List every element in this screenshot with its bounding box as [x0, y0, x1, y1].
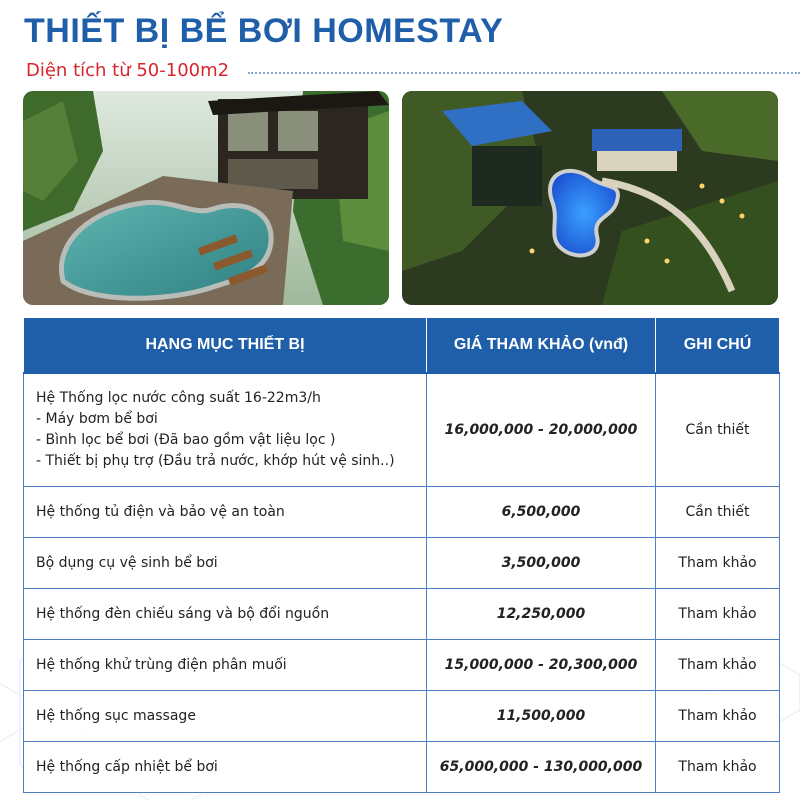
note-cell: Cần thiết	[656, 373, 780, 487]
table-row	[24, 742, 780, 793]
note-cell: Cần thiết	[656, 487, 780, 538]
note-cell: Tham khảo	[656, 589, 780, 640]
price-cell: 11,500,000	[427, 691, 656, 742]
price-cell: 16,000,000 - 20,000,000	[427, 373, 656, 487]
price-cell: 65,000,000 - 130,000,000	[427, 742, 656, 793]
item-cell: Hệ thống sục massage	[24, 691, 427, 742]
header-note: GHI CHÚ	[656, 318, 780, 374]
table-row	[24, 538, 780, 589]
note-cell: Tham khảo	[656, 538, 780, 589]
note-cell: Tham khảo	[656, 742, 780, 793]
page-title: THIẾT BỊ BỂ BƠI HOMESTAY	[24, 12, 504, 50]
note-cell: Tham khảo	[656, 640, 780, 691]
header-equipment-item: HẠNG MỤC THIẾT BỊ	[24, 318, 427, 374]
night-aerial-homestay-pool-photo	[402, 91, 778, 305]
dotted-divider	[248, 72, 800, 74]
table-row	[24, 373, 780, 487]
price-cell: 6,500,000	[427, 487, 656, 538]
item-line: - Bình lọc bể bơi (Đã bao gồm vật liệu lọc )	[36, 432, 336, 448]
table-row	[24, 487, 780, 538]
daytime-homestay-pool-photo	[23, 91, 389, 305]
item-cell: Hệ thống khử trùng điện phân muối	[24, 640, 427, 691]
table-row	[24, 691, 780, 742]
header-reference-price: GIÁ THAM KHẢO (vnđ)	[427, 318, 656, 374]
item-cell: Hệ thống đèn chiếu sáng và bộ đổi nguồn	[24, 589, 427, 640]
item-line: - Máy bơm bể bơi	[36, 411, 158, 427]
equipment-price-table	[23, 317, 780, 793]
item-cell: Hệ thống tủ điện và bảo vệ an toàn	[24, 487, 427, 538]
item-cell: Bộ dụng cụ vệ sinh bể bơi	[24, 538, 427, 589]
price-cell: 15,000,000 - 20,300,000	[427, 640, 656, 691]
page-subtitle: Diện tích từ 50-100m2	[26, 60, 230, 81]
table-header-row	[24, 318, 780, 374]
item-line: Hệ Thống lọc nước công suất 16-22m3/h	[36, 390, 321, 406]
item-cell: Hệ thống cấp nhiệt bể bơi	[24, 742, 427, 793]
item-line: - Thiết bị phụ trợ (Đầu trả nước, khớp hút vệ sinh..)	[36, 453, 395, 469]
note-cell: Tham khảo	[656, 691, 780, 742]
price-cell: 3,500,000	[427, 538, 656, 589]
item-cell	[24, 373, 427, 487]
table-row	[24, 640, 780, 691]
table-row	[24, 589, 780, 640]
price-cell: 12,250,000	[427, 589, 656, 640]
